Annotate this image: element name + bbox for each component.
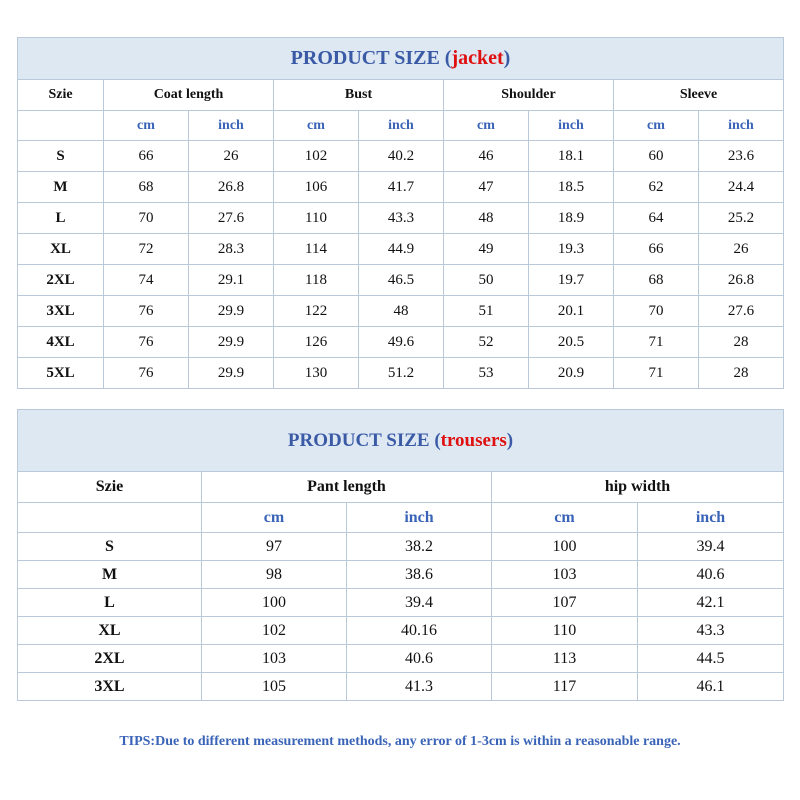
- measurement-cell: 97: [202, 533, 347, 561]
- measurement-cell: 29.9: [189, 296, 274, 327]
- measurement-cell: 40.6: [638, 561, 784, 589]
- trousers-title: PRODUCT SIZE (trousers): [18, 410, 784, 472]
- measurement-cell: 29.9: [189, 358, 274, 389]
- unit-cell: cm: [614, 111, 699, 141]
- unit-cell: inch: [638, 503, 784, 533]
- measurement-cell: 48: [444, 203, 529, 234]
- measurement-cell: 102: [274, 141, 359, 172]
- measurement-cell: 100: [492, 533, 638, 561]
- measurement-cell: 76: [104, 327, 189, 358]
- tips-note: TIPS:Due to different measurement methods, any error of 1-3cm is within a reasonable range.: [119, 734, 681, 749]
- header-shoulder: Shoulder: [444, 80, 614, 111]
- measurement-cell: 39.4: [347, 589, 492, 617]
- table-row: [18, 561, 784, 589]
- measurement-cell: 44.5: [638, 645, 784, 673]
- measurement-cell: 48: [359, 296, 444, 327]
- measurement-cell: 70: [104, 203, 189, 234]
- measurement-cell: 72: [104, 234, 189, 265]
- header-size: Szie: [18, 80, 104, 111]
- table-row: [18, 533, 784, 561]
- measurement-cell: 28.3: [189, 234, 274, 265]
- trousers-size-table: [17, 409, 784, 701]
- measurement-cell: 46.1: [638, 673, 784, 701]
- measurement-cell: 53: [444, 358, 529, 389]
- measurement-cell: 49: [444, 234, 529, 265]
- size-label: L: [18, 203, 104, 234]
- measurement-cell: 118: [274, 265, 359, 296]
- measurement-cell: 60: [614, 141, 699, 172]
- measurement-cell: 39.4: [638, 533, 784, 561]
- unit-cell: cm: [202, 503, 347, 533]
- measurement-cell: 29.1: [189, 265, 274, 296]
- size-label: S: [18, 141, 104, 172]
- header-pant-length: Pant length: [202, 472, 492, 503]
- measurement-cell: 114: [274, 234, 359, 265]
- measurement-cell: 18.9: [529, 203, 614, 234]
- measurement-cell: 68: [614, 265, 699, 296]
- header-sleeve: Sleeve: [614, 80, 784, 111]
- measurement-cell: 51: [444, 296, 529, 327]
- measurement-cell: 27.6: [189, 203, 274, 234]
- jacket-size-table: [17, 37, 784, 389]
- unit-cell: inch: [529, 111, 614, 141]
- measurement-cell: 41.7: [359, 172, 444, 203]
- unit-cell: cm: [274, 111, 359, 141]
- measurement-cell: 68: [104, 172, 189, 203]
- unit-blank: [18, 111, 104, 141]
- measurement-cell: 66: [614, 234, 699, 265]
- measurement-cell: 42.1: [638, 589, 784, 617]
- size-label: XL: [18, 234, 104, 265]
- table-row: [18, 265, 784, 296]
- measurement-cell: 49.6: [359, 327, 444, 358]
- measurement-cell: 20.5: [529, 327, 614, 358]
- measurement-cell: 76: [104, 296, 189, 327]
- measurement-cell: 130: [274, 358, 359, 389]
- header-size: Szie: [18, 472, 202, 503]
- table-row: [18, 296, 784, 327]
- measurement-cell: 27.6: [699, 296, 784, 327]
- size-label: L: [18, 589, 202, 617]
- measurement-cell: 47: [444, 172, 529, 203]
- measurement-cell: 29.9: [189, 327, 274, 358]
- measurement-cell: 23.6: [699, 141, 784, 172]
- measurement-cell: 46: [444, 141, 529, 172]
- measurement-cell: 46.5: [359, 265, 444, 296]
- jacket-title-accent: jacket: [451, 47, 504, 69]
- measurement-cell: 38.2: [347, 533, 492, 561]
- measurement-cell: 44.9: [359, 234, 444, 265]
- measurement-cell: 98: [202, 561, 347, 589]
- measurement-cell: 126: [274, 327, 359, 358]
- measurement-cell: 110: [274, 203, 359, 234]
- measurement-cell: 107: [492, 589, 638, 617]
- measurement-cell: 103: [202, 645, 347, 673]
- measurement-cell: 41.3: [347, 673, 492, 701]
- measurement-cell: 113: [492, 645, 638, 673]
- measurement-cell: 26: [699, 234, 784, 265]
- measurement-cell: 26.8: [699, 265, 784, 296]
- measurement-cell: 62: [614, 172, 699, 203]
- size-label: S: [18, 533, 202, 561]
- measurement-cell: 20.9: [529, 358, 614, 389]
- size-label: 2XL: [18, 265, 104, 296]
- measurement-cell: 117: [492, 673, 638, 701]
- measurement-cell: 26.8: [189, 172, 274, 203]
- size-label: M: [18, 561, 202, 589]
- measurement-cell: 19.7: [529, 265, 614, 296]
- unit-cell: cm: [444, 111, 529, 141]
- header-coat-length: Coat length: [104, 80, 274, 111]
- table-row: [18, 327, 784, 358]
- unit-blank: [18, 503, 202, 533]
- measurement-cell: 40.16: [347, 617, 492, 645]
- trousers-header-row: [18, 472, 784, 503]
- unit-cell: inch: [699, 111, 784, 141]
- header-bust: Bust: [274, 80, 444, 111]
- table-row: [18, 673, 784, 701]
- measurement-cell: 71: [614, 327, 699, 358]
- measurement-cell: 43.3: [638, 617, 784, 645]
- measurement-cell: 26: [189, 141, 274, 172]
- measurement-cell: 122: [274, 296, 359, 327]
- measurement-cell: 110: [492, 617, 638, 645]
- measurement-cell: 52: [444, 327, 529, 358]
- measurement-cell: 71: [614, 358, 699, 389]
- jacket-unit-row: [18, 111, 784, 141]
- size-label: XL: [18, 617, 202, 645]
- measurement-cell: 76: [104, 358, 189, 389]
- trousers-title-accent: trousers: [440, 429, 507, 451]
- measurement-cell: 20.1: [529, 296, 614, 327]
- size-label: M: [18, 172, 104, 203]
- measurement-cell: 102: [202, 617, 347, 645]
- measurement-cell: 103: [492, 561, 638, 589]
- trousers-unit-row: [18, 503, 784, 533]
- size-label: 2XL: [18, 645, 202, 673]
- table-row: [18, 589, 784, 617]
- measurement-cell: 51.2: [359, 358, 444, 389]
- unit-cell: inch: [347, 503, 492, 533]
- table-row: [18, 203, 784, 234]
- measurement-cell: 18.1: [529, 141, 614, 172]
- unit-cell: cm: [104, 111, 189, 141]
- measurement-cell: 28: [699, 358, 784, 389]
- measurement-cell: 105: [202, 673, 347, 701]
- measurement-cell: 25.2: [699, 203, 784, 234]
- size-label: 4XL: [18, 327, 104, 358]
- size-label: 5XL: [18, 358, 104, 389]
- measurement-cell: 50: [444, 265, 529, 296]
- measurement-cell: 40.2: [359, 141, 444, 172]
- jacket-header-row: [18, 80, 784, 111]
- measurement-cell: 24.4: [699, 172, 784, 203]
- measurement-cell: 19.3: [529, 234, 614, 265]
- measurement-cell: 64: [614, 203, 699, 234]
- measurement-cell: 70: [614, 296, 699, 327]
- table-row: [18, 358, 784, 389]
- unit-cell: cm: [492, 503, 638, 533]
- unit-cell: inch: [189, 111, 274, 141]
- header-hip-width: hip width: [492, 472, 784, 503]
- measurement-cell: 43.3: [359, 203, 444, 234]
- size-label: 3XL: [18, 296, 104, 327]
- measurement-cell: 40.6: [347, 645, 492, 673]
- measurement-cell: 66: [104, 141, 189, 172]
- unit-cell: inch: [359, 111, 444, 141]
- measurement-cell: 100: [202, 589, 347, 617]
- measurement-cell: 38.6: [347, 561, 492, 589]
- size-label: 3XL: [18, 673, 202, 701]
- table-row: [18, 141, 784, 172]
- table-row: [18, 234, 784, 265]
- measurement-cell: 106: [274, 172, 359, 203]
- table-row: [18, 617, 784, 645]
- measurement-cell: 74: [104, 265, 189, 296]
- measurement-cell: 18.5: [529, 172, 614, 203]
- jacket-title: PRODUCT SIZE (jacket): [18, 38, 784, 80]
- measurement-cell: 28: [699, 327, 784, 358]
- table-row: [18, 172, 784, 203]
- table-row: [18, 645, 784, 673]
